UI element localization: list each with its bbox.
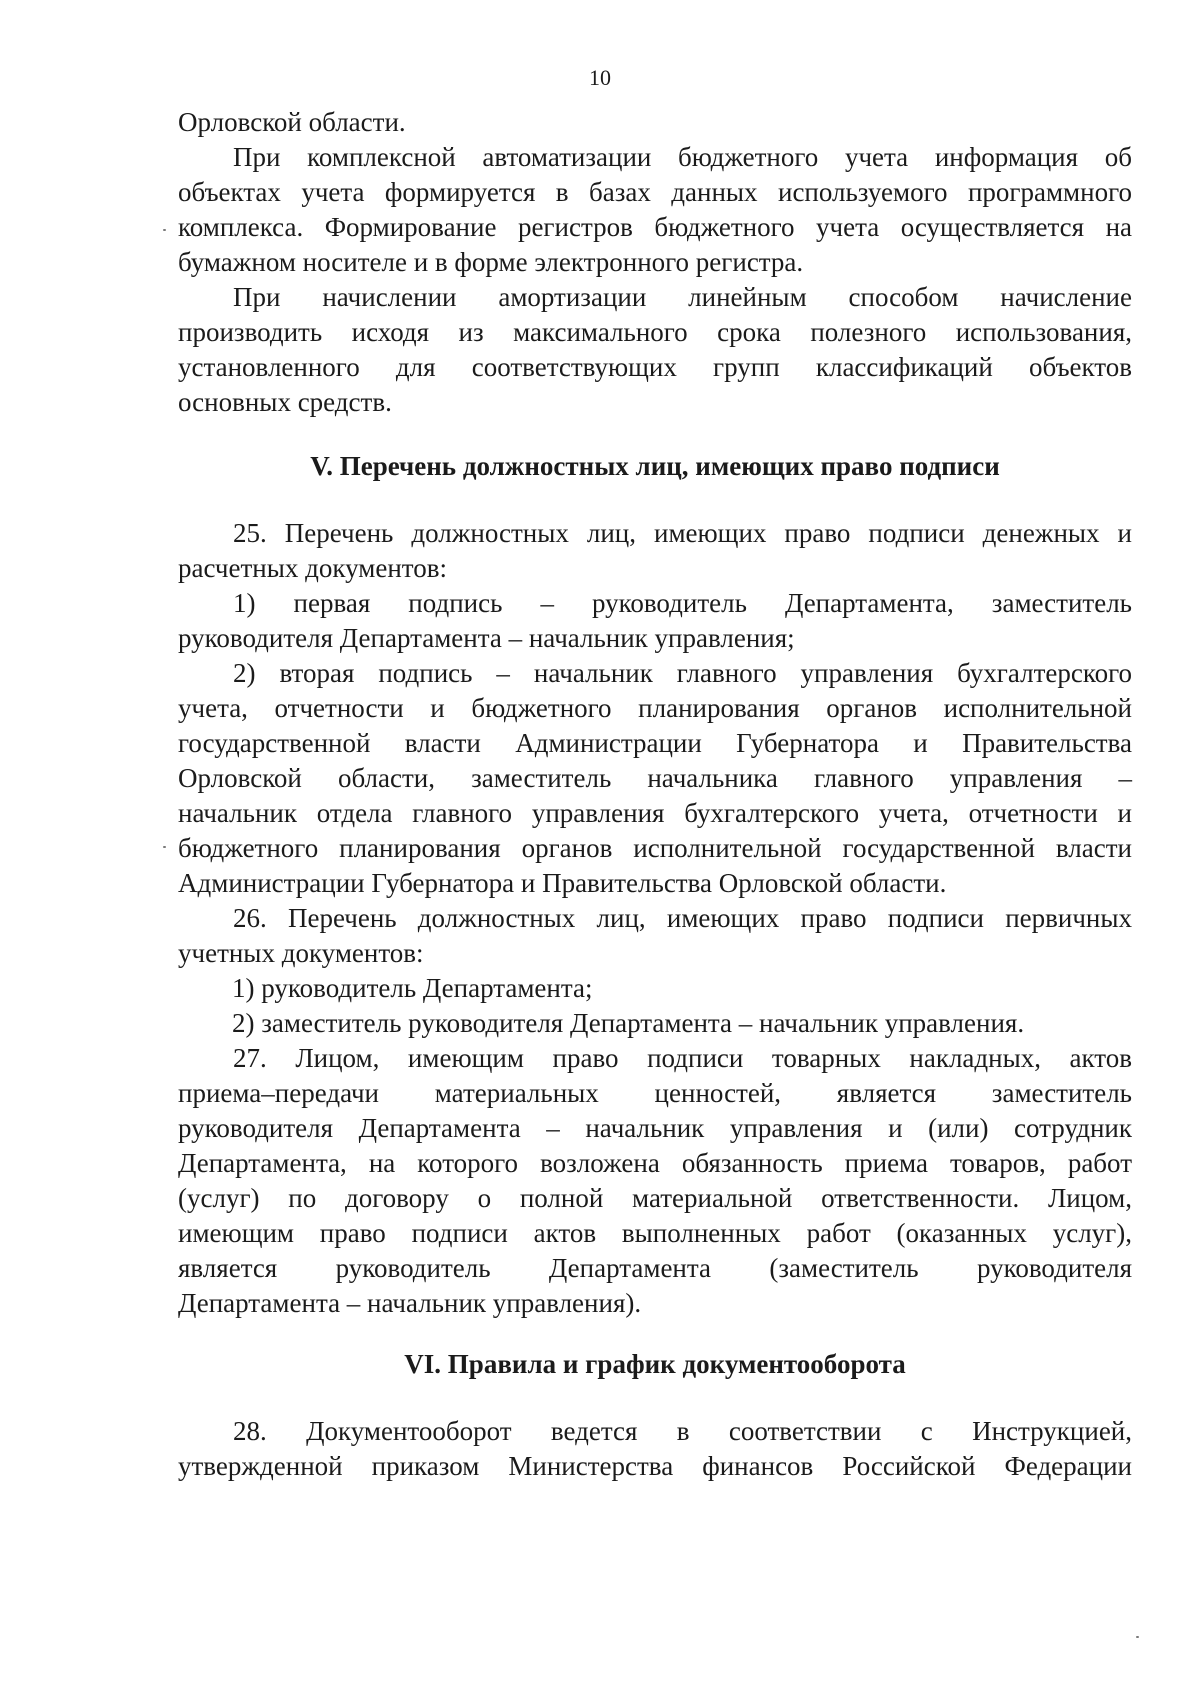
section-heading-v: V. Перечень должностных лиц, имеющих право подписи [310, 451, 1000, 481]
text-line: бумажном носителе и в форме электронного регистра. [178, 247, 804, 277]
text-line: 26. Перечень должностных лиц, имеющих право подписи первичных [233, 903, 1132, 933]
text-line: государственной власти Администрации Губернатора и Правительства [178, 728, 1132, 758]
text-line: руководителя Департамента – начальник управления и (или) сотрудник [178, 1113, 1132, 1143]
text-line: При начислении амортизации линейным способом начисление [233, 282, 1132, 312]
text-line: основных средств. [178, 387, 392, 417]
text-line: учетных документов: [178, 938, 424, 968]
text-line: комплекса. Формирование регистров бюджетного учета осуществляется на [178, 212, 1132, 242]
scan-speck [163, 846, 166, 848]
scan-speck [1136, 1636, 1139, 1638]
text-line: 27. Лицом, имеющим право подписи товарных накладных, актов [233, 1043, 1132, 1073]
text-line: Администрации Губернатора и Правительства Орловской области. [178, 868, 947, 898]
text-line: приема–передачи материальных ценностей, является заместитель [178, 1078, 1132, 1108]
text-line: 1) руководитель Департамента; [232, 973, 593, 1003]
text-line: имеющим право подписи актов выполненных работ (оказанных услуг), [178, 1218, 1132, 1248]
text-line: Департамента – начальник управления). [178, 1288, 642, 1318]
text-line: 28. Документооборот ведется в соответствии с Инструкцией, [233, 1416, 1132, 1446]
text-line: учета, отчетности и бюджетного планирования органов исполнительной [178, 693, 1132, 723]
text-line: начальник отдела главного управления бухгалтерского учета, отчетности и [178, 798, 1132, 828]
text-line: руководителя Департамента – начальник управления; [178, 623, 795, 653]
text-line: 2) вторая подпись – начальник главного управления бухгалтерского [233, 658, 1132, 688]
text-line: является руководитель Департамента (заместитель руководителя [178, 1253, 1132, 1283]
text-line: утвержденной приказом Министерства финансов Российской Федерации [178, 1451, 1132, 1481]
text-line: Орловской области. [178, 107, 406, 137]
text-line: расчетных документов: [178, 553, 447, 583]
text-line: объектах учета формируется в базах данных используемого программного [178, 177, 1132, 207]
text-line: (услуг) по договору о полной материальной ответственности. Лицом, [178, 1183, 1132, 1213]
text-line: установленного для соответствующих групп классификаций объектов [178, 352, 1132, 382]
text-line: Департамента, на которого возложена обязанность приема товаров, работ [178, 1148, 1132, 1178]
text-line: 1) первая подпись – руководитель Департамента, заместитель [233, 588, 1132, 618]
text-line: бюджетного планирования органов исполнительной государственной власти [178, 833, 1132, 863]
section-heading-vi: VI. Правила и график документооборота [404, 1349, 906, 1379]
text-line: 2) заместитель руководителя Департамента – начальник управления. [232, 1008, 1025, 1038]
text-line: При комплексной автоматизации бюджетного учета информация об [233, 142, 1132, 172]
scan-speck [163, 229, 166, 231]
text-line: производить исходя из максимального срока полезного использования, [178, 317, 1132, 347]
text-line: Орловской области, заместитель начальника главного управления – [178, 763, 1132, 793]
text-line: 25. Перечень должностных лиц, имеющих право подписи денежных и [233, 518, 1132, 548]
page-number: 10 [589, 65, 611, 90]
